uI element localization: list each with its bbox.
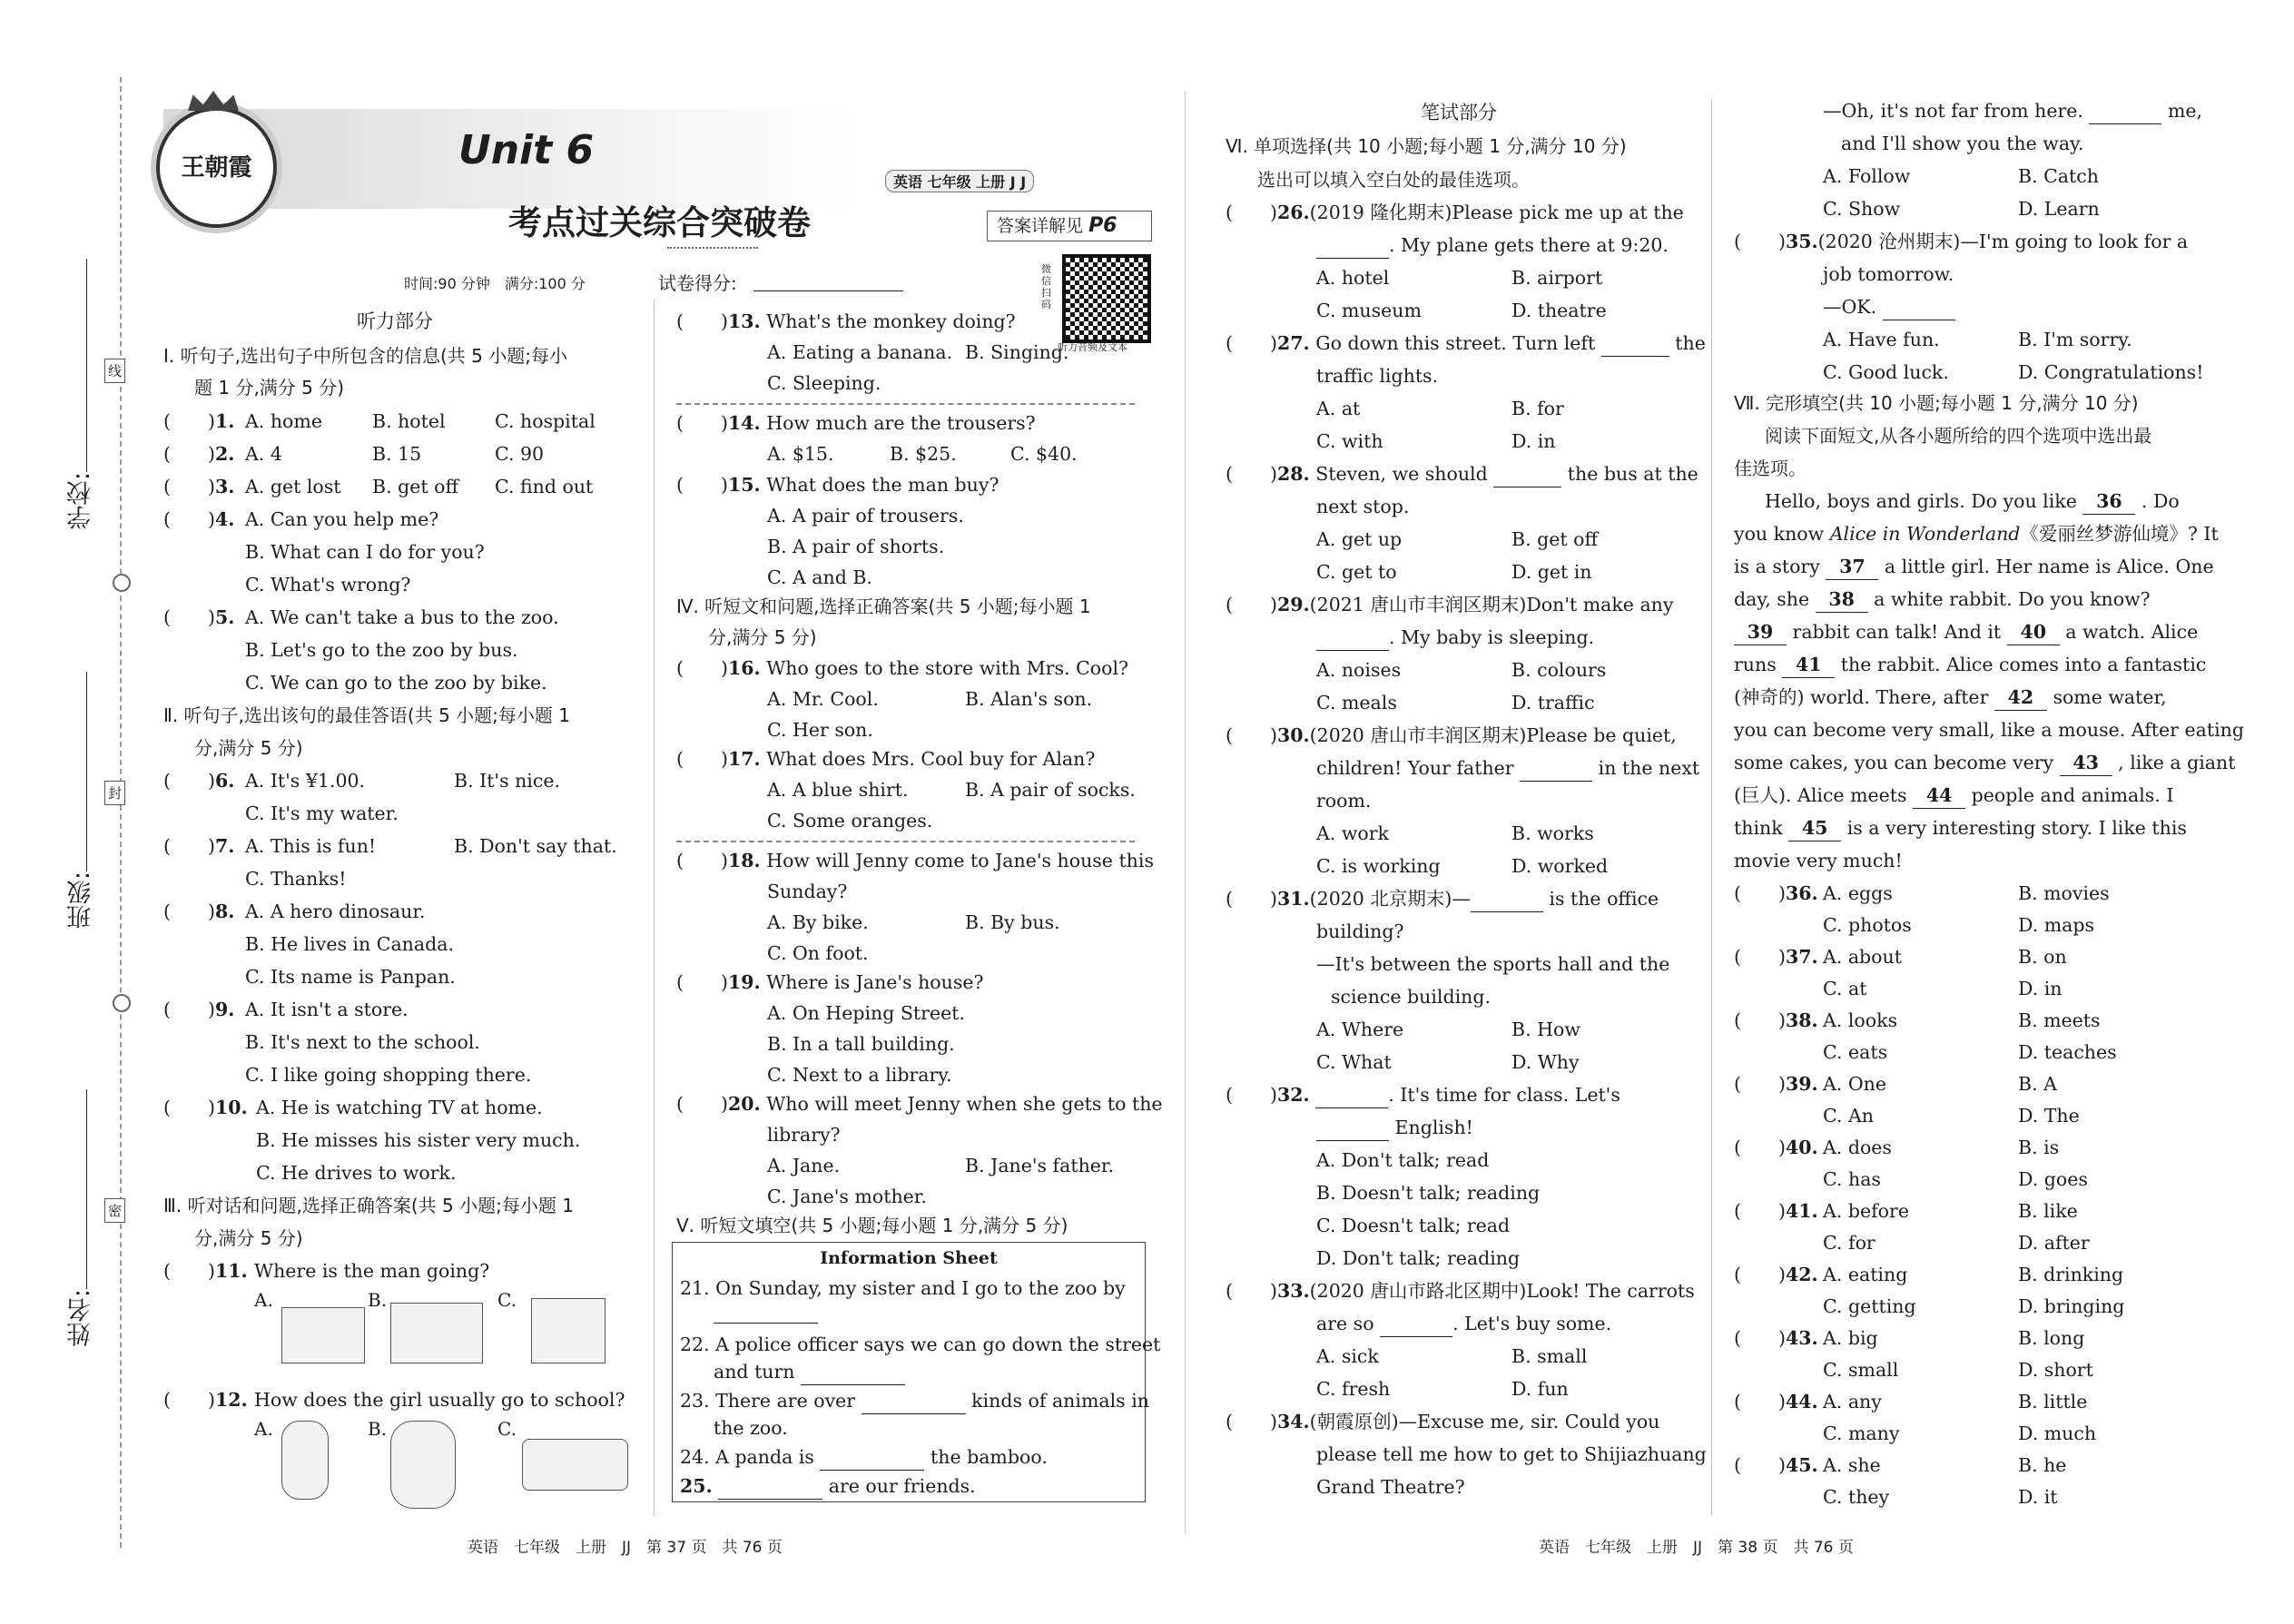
q33-option-a[interactable]: A. sick <box>1316 1345 1379 1367</box>
question-3: ( )3. <box>163 476 235 497</box>
answer-blank-30[interactable] <box>1520 755 1592 782</box>
question-13: ( )13. What's the monkey doing? <box>676 310 1016 332</box>
cloze-line: think 45 is a very interesting story. I like this <box>1734 815 2187 842</box>
section-4-title: Ⅳ. 听短文和问题,选择正确答案(共 5 小题;每小题 1 <box>676 595 1091 617</box>
q34-option-c[interactable]: C. Show <box>1823 198 1901 220</box>
q5-option-c[interactable]: C. We can go to the zoo by bike. <box>245 672 547 694</box>
binding-hole <box>113 994 131 1012</box>
q17-option-b[interactable]: B. A pair of socks. <box>965 779 1136 801</box>
question-20: ( )20. Who will meet Jenny when she gets to the <box>676 1093 1163 1115</box>
cloze-line: Hello, boys and girls. Do you like 36 . Do <box>1765 488 2180 515</box>
q3-option-a[interactable]: A. get lost <box>245 476 341 497</box>
q37-option-c[interactable]: C. at <box>1823 978 1867 999</box>
written-title: 笔试部分 <box>1421 102 1497 123</box>
answer-blank-22[interactable] <box>801 1359 905 1385</box>
q38-option-b[interactable]: B. meets <box>2018 1009 2101 1031</box>
question-28-cont: next stop. <box>1316 496 1410 517</box>
time-score: 时间:90 分钟 满分:100 分 <box>404 275 586 292</box>
q36-option-b[interactable]: B. movies <box>2018 882 2110 904</box>
q20-option-b[interactable]: B. Jane's father. <box>965 1155 1114 1176</box>
question-14: ( )14. How much are the trousers? <box>676 412 1036 434</box>
info-item-21: 21. On Sunday, my sister and I go to the zoo by <box>680 1277 1126 1299</box>
q34-option-a[interactable]: A. Follow <box>1823 165 1911 187</box>
question-17: ( )17. What does Mrs. Cool buy for Alan? <box>676 748 1096 770</box>
q7-option-c[interactable]: C. Thanks! <box>245 868 347 890</box>
section-3-title: Ⅲ. 听对话和问题,选择正确答案(共 5 小题;每小题 1 <box>163 1195 574 1216</box>
q42-option-b[interactable]: B. drinking <box>2018 1264 2124 1285</box>
question-26-cont: . My plane gets there at 9:20. <box>1316 232 1669 259</box>
question-31-cont: building? <box>1316 920 1404 942</box>
q45-option-a[interactable]: A. she <box>1823 1454 1881 1476</box>
cloze-line: runs 41 the rabbit. Alice comes into a fantastic <box>1734 652 2206 678</box>
section-1-title: Ⅰ. 听句子,选出句子中所包含的信息(共 5 小题;每小 <box>163 345 567 367</box>
q43-option-c[interactable]: C. small <box>1823 1359 1899 1381</box>
q39-option-a[interactable]: A. One <box>1823 1073 1886 1095</box>
paper-title: 考点过关综合突破卷 <box>508 203 811 242</box>
page-gutter <box>1185 91 1186 1534</box>
answer-blank-24[interactable] <box>820 1444 924 1471</box>
q32-option-d[interactable]: D. Don't talk; reading <box>1316 1247 1521 1269</box>
unit-title: Unit 6 <box>458 127 595 173</box>
q27-option-b[interactable]: B. for <box>1511 398 1564 419</box>
seal-mark: 封 <box>104 781 125 805</box>
qr-caption: 听力音频及文本 <box>1058 341 1127 353</box>
q45-option-c[interactable]: C. they <box>1823 1486 1890 1508</box>
q28-option-a[interactable]: A. get up <box>1316 528 1403 550</box>
answer-blank-25[interactable] <box>718 1473 822 1500</box>
section-2-title: Ⅱ. 听句子,选出该句的最佳答语(共 5 小题;每小题 1 <box>163 704 570 726</box>
q12-label-b[interactable]: B. <box>368 1418 388 1440</box>
question-33: ( )33.(2020 唐山市路北区期中)Look! The carrots <box>1226 1280 1695 1302</box>
q26-option-c[interactable]: C. museum <box>1316 300 1422 321</box>
q26-option-b[interactable]: B. airport <box>1511 267 1603 289</box>
q6-option-b[interactable]: B. It's nice. <box>454 770 560 792</box>
question-29: ( )29.(2021 唐山市丰润区期末)Don't make any <box>1226 594 1674 615</box>
cloze-line: is a story 37 a little girl. Her name is Alice. One <box>1734 554 2214 580</box>
q11-label-c[interactable]: C. <box>497 1289 517 1311</box>
answer-page: P6 <box>1088 214 1117 237</box>
question-27-cont: traffic lights. <box>1316 365 1439 387</box>
q37-option-a[interactable]: A. about <box>1823 946 1902 968</box>
question-31-reply-cont: science building. <box>1331 986 1491 1008</box>
q20-option-a[interactable]: A. Jane. <box>767 1155 841 1176</box>
q28-option-c[interactable]: C. get to <box>1316 561 1397 583</box>
question-43: ( )43. <box>1734 1327 1818 1349</box>
q39-option-b[interactable]: B. A <box>2018 1073 2057 1095</box>
question-7: ( )7. <box>163 835 235 857</box>
q13-option-a[interactable]: A. Eating a banana. <box>767 341 953 363</box>
question-32-cont: English! <box>1316 1115 1473 1141</box>
q7-option-b[interactable]: B. Don't say that. <box>454 835 617 857</box>
section-7-intro-cont: 佳选项。 <box>1734 458 1807 479</box>
question-34-reply: —Oh, it's not far from here. me, <box>1823 98 2202 124</box>
q4-option-a[interactable]: A. Can you help me? <box>245 508 439 530</box>
q13-option-c[interactable]: C. Sleeping. <box>767 372 881 394</box>
question-37: ( )37. <box>1734 946 1818 968</box>
q30-option-c[interactable]: C. is working <box>1316 855 1441 877</box>
question-29-cont: . My baby is sleeping. <box>1316 625 1594 651</box>
q19-option-c[interactable]: C. Next to a library. <box>767 1064 952 1086</box>
q29-option-d[interactable]: D. traffic <box>1511 692 1595 714</box>
q10-option-c[interactable]: C. He drives to work. <box>256 1162 457 1184</box>
q9-option-c[interactable]: C. I like going shopping there. <box>245 1064 532 1086</box>
q12-label-c[interactable]: C. <box>497 1418 517 1440</box>
answer-blank-34[interactable] <box>2089 98 2161 124</box>
q45-option-b[interactable]: B. he <box>2018 1454 2067 1476</box>
question-28: ( )28. Steven, we should the bus at the <box>1226 461 1698 487</box>
info-item-22-cont: and turn <box>714 1359 905 1385</box>
section-5-title: Ⅴ. 听短文填空(共 5 小题;每小题 1 分,满分 5 分) <box>676 1215 1068 1236</box>
question-30-cont: children! Your father in the next <box>1316 755 1699 782</box>
q36-option-d[interactable]: D. maps <box>2018 914 2095 936</box>
info-item-22: 22. A police officer says we can go down the street <box>680 1334 1161 1355</box>
q45-option-d[interactable]: D. it <box>2018 1486 2058 1508</box>
question-35-cont: job tomorrow. <box>1823 263 1954 285</box>
q38-option-a[interactable]: A. looks <box>1823 1009 1898 1031</box>
question-31-reply: —It's between the sports hall and the <box>1316 953 1670 975</box>
q34-option-b[interactable]: B. Catch <box>2018 165 2099 187</box>
question-15: ( )15. What does the man buy? <box>676 474 999 496</box>
q18-option-c[interactable]: C. On foot. <box>767 942 869 964</box>
question-6: ( )6. <box>163 770 235 792</box>
information-sheet <box>672 1242 1161 1502</box>
section-3-title-cont: 分,满分 5 分) <box>194 1227 303 1249</box>
q39-option-d[interactable]: D. The <box>2018 1105 2080 1127</box>
answer-blank-21[interactable] <box>714 1323 818 1324</box>
section-7-title: Ⅶ. 完形填空(共 10 小题;每小题 1 分,满分 10 分) <box>1734 392 2139 414</box>
q5-option-a[interactable]: A. We can't take a bus to the zoo. <box>245 606 559 628</box>
paper-score-label: 试卷得分: <box>658 272 737 294</box>
q2-option-b[interactable]: B. 15 <box>372 443 422 465</box>
q35-option-d[interactable]: D. Congratulations! <box>2018 361 2204 383</box>
question-16: ( )16. Who goes to the store with Mrs. Cool? <box>676 657 1129 679</box>
q1-option-c[interactable]: C. hospital <box>495 410 596 432</box>
q29-option-a[interactable]: A. noises <box>1316 659 1402 681</box>
section-1-title-cont: 题 1 分,满分 5 分) <box>194 377 345 399</box>
q16-option-b[interactable]: B. Alan's son. <box>965 688 1093 710</box>
q32-option-a[interactable]: A. Don't talk; read <box>1316 1149 1490 1171</box>
question-30: ( )30.(2020 唐山市丰润区期末)Please be quiet, <box>1226 724 1677 746</box>
divider <box>676 841 1135 842</box>
q34-option-d[interactable]: D. Learn <box>2018 198 2100 220</box>
subject-tag: 英语 七年级 上册 J J <box>885 170 1034 192</box>
q8-option-b[interactable]: B. He lives in Canada. <box>245 933 454 955</box>
decor-dots <box>667 247 758 249</box>
q19-option-b[interactable]: B. In a tall building. <box>767 1033 955 1055</box>
q31-option-a[interactable]: A. Where <box>1316 1019 1404 1040</box>
q27-option-c[interactable]: C. with <box>1316 430 1383 452</box>
section-2-title-cont: 分,满分 5 分) <box>194 737 303 759</box>
cloze-line: 39 rabbit can talk! And it 40 a watch. Alice <box>1734 619 2198 645</box>
q1-option-b[interactable]: B. hotel <box>372 410 446 432</box>
q17-option-c[interactable]: C. Some oranges. <box>767 810 933 832</box>
q40-option-c[interactable]: C. has <box>1823 1168 1881 1190</box>
question-36: ( )36. <box>1734 882 1818 904</box>
q14-option-b[interactable]: B. $25. <box>890 443 957 465</box>
school-field[interactable] <box>86 259 87 472</box>
q8-option-a[interactable]: A. A hero dinosaur. <box>245 901 426 922</box>
info-item-23: 23. There are over kinds of animals in <box>680 1388 1149 1414</box>
info-sheet-title: Information Sheet <box>820 1248 998 1268</box>
question-9: ( )9. <box>163 999 235 1020</box>
crown-icon <box>188 91 239 111</box>
q35-option-c[interactable]: C. Good luck. <box>1823 361 1949 383</box>
cloze-line: (神奇的) world. There, after 42 some water, <box>1734 684 2167 711</box>
q42-option-c[interactable]: C. getting <box>1823 1295 1916 1317</box>
cloze-line: (巨人). Alice meets 44 people and animals. I <box>1734 782 2173 809</box>
class-label: 班级: <box>67 871 95 930</box>
q37-option-b[interactable]: B. on <box>2018 946 2067 968</box>
answer-blank-29[interactable] <box>1316 625 1389 651</box>
question-12: ( )12. <box>163 1389 248 1411</box>
question-2: ( )2. <box>163 443 235 465</box>
q3-option-c[interactable]: C. find out <box>495 476 594 497</box>
section-7-intro: 阅读下面短文,从各小题所给的四个选项中选出最 <box>1765 425 2152 447</box>
answer-blank-26[interactable] <box>1316 232 1389 259</box>
q42-option-a[interactable]: A. eating <box>1823 1264 1908 1285</box>
question-32: ( )32. . It's time for class. Let's <box>1226 1082 1620 1108</box>
q16-option-c[interactable]: C. Her son. <box>767 719 873 741</box>
binding-line <box>120 77 122 1548</box>
q1-option-a[interactable]: A. home <box>245 410 322 432</box>
q41-option-a[interactable]: A. before <box>1823 1200 1909 1222</box>
info-item-25: 25. are our friends. <box>680 1473 976 1500</box>
q17-option-a[interactable]: A. A blue shirt. <box>767 779 909 801</box>
girl-on-bike-icon[interactable] <box>390 1421 456 1509</box>
question-34-cont: please tell me how to get to Shijiazhuang <box>1316 1443 1707 1465</box>
q43-option-b[interactable]: B. long <box>2018 1327 2085 1349</box>
q11-label-b[interactable]: B. <box>368 1289 388 1311</box>
seal-mark: 密 <box>104 1198 125 1223</box>
q33-option-c[interactable]: C. fresh <box>1316 1378 1391 1400</box>
qr-code-icon[interactable] <box>1062 254 1151 343</box>
q44-option-d[interactable]: D. much <box>2018 1422 2097 1444</box>
question-18: ( )18. How will Jenny come to Jane's house this <box>676 850 1154 871</box>
q38-option-d[interactable]: D. teaches <box>2018 1041 2117 1063</box>
q32-option-b[interactable]: B. Doesn't talk; reading <box>1316 1182 1541 1204</box>
column-divider <box>654 300 655 1516</box>
question-34: ( )34.(朝霞原创)—Excuse me, sir. Could you <box>1226 1411 1660 1432</box>
column-divider <box>1711 100 1712 1516</box>
question-10: ( )10. <box>163 1097 248 1118</box>
q41-option-d[interactable]: D. after <box>2018 1232 2090 1254</box>
q11-stem: Where is the man going? <box>254 1260 490 1282</box>
q28-option-d[interactable]: D. get in <box>1511 561 1592 583</box>
q9-option-b[interactable]: B. It's next to the school. <box>245 1031 480 1053</box>
cloze-line: you can become very small, like a mouse. After eating <box>1734 719 2244 741</box>
question-1: ( )1. <box>163 410 235 432</box>
q44-option-a[interactable]: A. any <box>1823 1391 1882 1412</box>
q36-option-a[interactable]: A. eggs <box>1823 882 1893 904</box>
q4-option-c[interactable]: C. What's wrong? <box>245 574 411 595</box>
q15-option-b[interactable]: B. A pair of shorts. <box>767 536 945 557</box>
q19-option-a[interactable]: A. On Heping Street. <box>767 1002 965 1024</box>
q12-label-a[interactable]: A. <box>254 1418 273 1440</box>
q33-option-b[interactable]: B. small <box>1511 1345 1588 1367</box>
divider <box>676 403 1135 405</box>
q2-option-a[interactable]: A. 4 <box>245 443 282 465</box>
q41-option-c[interactable]: C. for <box>1823 1232 1876 1254</box>
answer-blank-33[interactable] <box>1380 1311 1452 1337</box>
q27-option-d[interactable]: D. in <box>1511 430 1556 452</box>
q3-option-b[interactable]: B. get off <box>372 476 459 497</box>
answer-blank-32b[interactable] <box>1316 1115 1389 1141</box>
q14-option-a[interactable]: A. $15. <box>767 443 834 465</box>
question-35-reply: —OK. <box>1823 294 1955 320</box>
q32-option-c[interactable]: C. Doesn't talk; read <box>1316 1215 1511 1236</box>
girl-walking-icon[interactable] <box>281 1421 329 1500</box>
q26-option-a[interactable]: A. hotel <box>1316 267 1390 289</box>
q40-option-a[interactable]: A. does <box>1823 1137 1892 1158</box>
q35-option-a[interactable]: A. Have fun. <box>1823 329 1940 350</box>
question-30-cont2: room. <box>1316 790 1372 812</box>
q31-option-c[interactable]: C. What <box>1316 1051 1392 1073</box>
question-33-cont: are so . Let's buy some. <box>1316 1311 1611 1337</box>
question-19: ( )19. Where is Jane's house? <box>676 971 984 993</box>
question-4: ( )4. <box>163 508 235 530</box>
q2-option-c[interactable]: C. 90 <box>495 443 545 465</box>
q29-option-b[interactable]: B. colours <box>1511 659 1607 681</box>
question-27: ( )27. Go down this street. Turn left the <box>1226 330 1706 357</box>
q43-option-d[interactable]: D. short <box>2018 1359 2093 1381</box>
q16-option-a[interactable]: A. Mr. Cool. <box>767 688 879 710</box>
cloze-line: some cakes, you can become very 43 , like a giant <box>1734 750 2235 776</box>
name-label: 姓名: <box>67 1289 95 1347</box>
section-6-intro: 选出可以填入空白处的最佳选项。 <box>1257 169 1530 191</box>
q4-option-b[interactable]: B. What can I do for you? <box>245 541 485 563</box>
q28-option-b[interactable]: B. get off <box>1511 528 1599 550</box>
q10-option-b[interactable]: B. He misses his sister very much. <box>256 1129 581 1151</box>
q18-option-a[interactable]: A. By bike. <box>767 911 869 933</box>
logo-text: 王朝霞 <box>181 154 252 182</box>
q12-stem: How does the girl usually go to school? <box>254 1389 625 1411</box>
question-41: ( )41. <box>1734 1200 1818 1222</box>
qr-side-label: 微信扫码 <box>1041 263 1051 310</box>
class-field[interactable] <box>86 672 87 871</box>
listening-title: 听力部分 <box>357 310 433 332</box>
info-item-23-cont: the zoo. <box>714 1417 788 1439</box>
q15-option-a[interactable]: A. A pair of trousers. <box>767 505 964 527</box>
question-38: ( )38. <box>1734 1009 1818 1031</box>
q36-option-c[interactable]: C. photos <box>1823 914 1912 936</box>
q30-option-b[interactable]: B. works <box>1511 822 1594 844</box>
q18-stem-cont: Sunday? <box>767 881 848 902</box>
shop-building-icon[interactable] <box>531 1298 605 1363</box>
answer-blank-32a[interactable] <box>1315 1082 1388 1108</box>
seal-mark: 线 <box>104 359 125 383</box>
question-42: ( )42. <box>1734 1264 1818 1285</box>
question-45: ( )45. <box>1734 1454 1818 1476</box>
question-40: ( )40. <box>1734 1137 1818 1158</box>
question-5: ( )5. <box>163 606 235 628</box>
store-building-icon[interactable] <box>281 1307 365 1363</box>
q29-option-c[interactable]: C. meals <box>1316 692 1397 714</box>
name-field[interactable] <box>86 1089 87 1289</box>
paper-score-field[interactable] <box>753 290 903 291</box>
info-item-24: 24. A panda is the bamboo. <box>680 1444 1048 1471</box>
q27-option-a[interactable]: A. at <box>1316 398 1361 419</box>
question-35: ( )35.(2020 沧州期末)—I'm going to look for a <box>1734 231 2189 252</box>
q6-option-a[interactable]: A. It's ¥1.00. <box>245 770 366 792</box>
q44-option-c[interactable]: C. many <box>1823 1422 1900 1444</box>
q10-option-a[interactable]: A. He is watching TV at home. <box>256 1097 543 1118</box>
q37-option-d[interactable]: D. in <box>2018 978 2063 999</box>
answer-blank-35[interactable] <box>1883 294 1955 320</box>
q30-option-a[interactable]: A. work <box>1316 822 1389 844</box>
q31-option-d[interactable]: D. Why <box>1511 1051 1580 1073</box>
cloze-line: day, she 38 a white rabbit. Do you know? <box>1734 586 2151 613</box>
q31-option-b[interactable]: B. How <box>1511 1019 1580 1040</box>
question-39: ( )39. <box>1734 1073 1818 1095</box>
answer-ref-box <box>987 211 1152 241</box>
q35-option-b[interactable]: B. I'm sorry. <box>2018 329 2132 350</box>
q6-option-c[interactable]: C. It's my water. <box>245 802 399 824</box>
q11-label-a[interactable]: A. <box>254 1289 273 1311</box>
answer-blank-28[interactable] <box>1493 461 1561 487</box>
question-34-cont2: Grand Theatre? <box>1316 1476 1465 1498</box>
cloze-line: movie very much! <box>1734 850 1903 871</box>
question-31: ( )31.(2020 北京期末)— is the office <box>1226 886 1659 912</box>
q40-option-b[interactable]: B. is <box>2018 1137 2060 1158</box>
q20-stem-cont: library? <box>767 1124 841 1146</box>
q18-option-b[interactable]: B. By bus. <box>965 911 1060 933</box>
q5-option-b[interactable]: B. Let's go to the zoo by bus. <box>245 639 518 661</box>
q9-option-a[interactable]: A. It isn't a store. <box>245 999 409 1020</box>
q41-option-b[interactable]: B. like <box>2018 1200 2078 1222</box>
q14-option-c[interactable]: C. $40. <box>1010 443 1078 465</box>
answer-blank-31[interactable] <box>1471 886 1543 912</box>
q13-option-b[interactable]: B. Singing. <box>965 341 1069 363</box>
answer-ref-label: 答案详解见 <box>997 216 1084 236</box>
q38-option-c[interactable]: C. eats <box>1823 1041 1888 1063</box>
q26-option-d[interactable]: D. theatre <box>1511 300 1607 321</box>
right-page-footer: 英语 七年级 上册 JJ 第 38 页 共 76 页 <box>1539 1539 1854 1557</box>
answer-blank-27[interactable] <box>1601 330 1669 357</box>
left-page-footer: 英语 七年级 上册 JJ 第 37 页 共 76 页 <box>468 1539 783 1557</box>
q30-option-d[interactable]: D. worked <box>1511 855 1609 877</box>
bus-icon[interactable] <box>522 1439 628 1491</box>
q40-option-d[interactable]: D. goes <box>2018 1168 2088 1190</box>
answer-blank-23[interactable] <box>861 1388 966 1414</box>
q43-option-a[interactable]: A. big <box>1823 1327 1878 1349</box>
question-34-reply-cont: and I'll show you the way. <box>1841 133 2084 154</box>
q15-option-c[interactable]: C. A and B. <box>767 566 872 588</box>
q20-option-c[interactable]: C. Jane's mother. <box>767 1186 927 1207</box>
q44-option-b[interactable]: B. little <box>2018 1391 2088 1412</box>
section-6-title: Ⅵ. 单项选择(共 10 小题;每小题 1 分,满分 10 分) <box>1226 135 1627 157</box>
q8-option-c[interactable]: C. Its name is Panpan. <box>245 966 456 988</box>
question-8: ( )8. <box>163 901 235 922</box>
question-26: ( )26.(2019 隆化期末)Please pick me up at the <box>1226 202 1684 223</box>
q42-option-d[interactable]: D. bringing <box>2018 1295 2125 1317</box>
q7-option-a[interactable]: A. This is fun! <box>245 835 377 857</box>
section-4-title-cont: 分,满分 5 分) <box>708 626 817 648</box>
binding-hole <box>113 574 131 592</box>
cloze-line: you know Alice in Wonderland《爱丽丝梦游仙境》? It <box>1734 523 2219 545</box>
q33-option-d[interactable]: D. fun <box>1511 1378 1569 1400</box>
hospital-building-icon[interactable] <box>390 1303 483 1363</box>
school-label: 学校: <box>67 472 95 530</box>
publisher-logo <box>156 107 277 228</box>
q39-option-c[interactable]: C. An <box>1823 1105 1874 1127</box>
question-11: ( )11. <box>163 1260 248 1282</box>
question-44: ( )44. <box>1734 1391 1818 1412</box>
